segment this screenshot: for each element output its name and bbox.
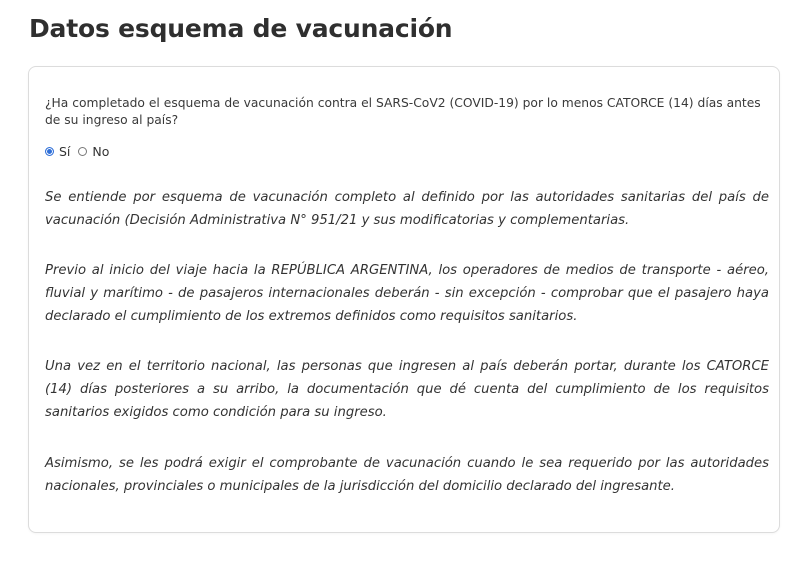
radio-unselected-icon[interactable] [78,147,87,156]
radio-label-si: Sí [59,144,71,159]
vaccination-radio-group [45,144,117,159]
vaccination-question: ¿Ha completado el esquema de vacunación contra el SARS-CoV2 (COVID-19) por lo menos CATORCE (14) días antes de su ingreso al país? [45,96,761,127]
radio-label-no: No [92,144,110,159]
info-paragraph-transport: Previo al inicio del viaje hacia la REPÚBLICA ARGENTINA, los operadores de medios de transporte - aéreo, fluvial y marítimo - de pasajeros internacionales deberán - sin excepción - comprobar que el pasajero haya declarado el cumplimiento de los extremos definidos como requisitos sanitarios. [45,263,769,324]
info-paragraph-authorities: Asimismo, se les podrá exigir el comprobante de vacunación cuando le sea requerido por las autoridades nacionales, provinciales o municipales de la jurisdicción del domicilio declarado del ingresante. [45,456,769,494]
radio-option-si[interactable] [45,144,70,159]
radio-selected-icon[interactable] [45,147,54,156]
info-paragraph-definition: Se entiende por esquema de vacunación completo al definido por las autoridades sanitarias del país de vacunación (Decisión Administrativa N° 951/21 y sus modificatorias y complementarias. [45,190,769,228]
info-paragraph-documentation: Una vez en el territorio nacional, las personas que ingresen al país deberán portar, durante los CATORCE (14) días posteriores a su arribo, la documentación que dé cuenta del cumplimiento de los requisitos sanitarios exigidos como condición para su ingreso. [45,359,769,420]
page-title: Datos esquema de vacunación [29,14,453,43]
radio-option-no[interactable] [78,144,109,159]
vaccination-card [28,66,780,533]
